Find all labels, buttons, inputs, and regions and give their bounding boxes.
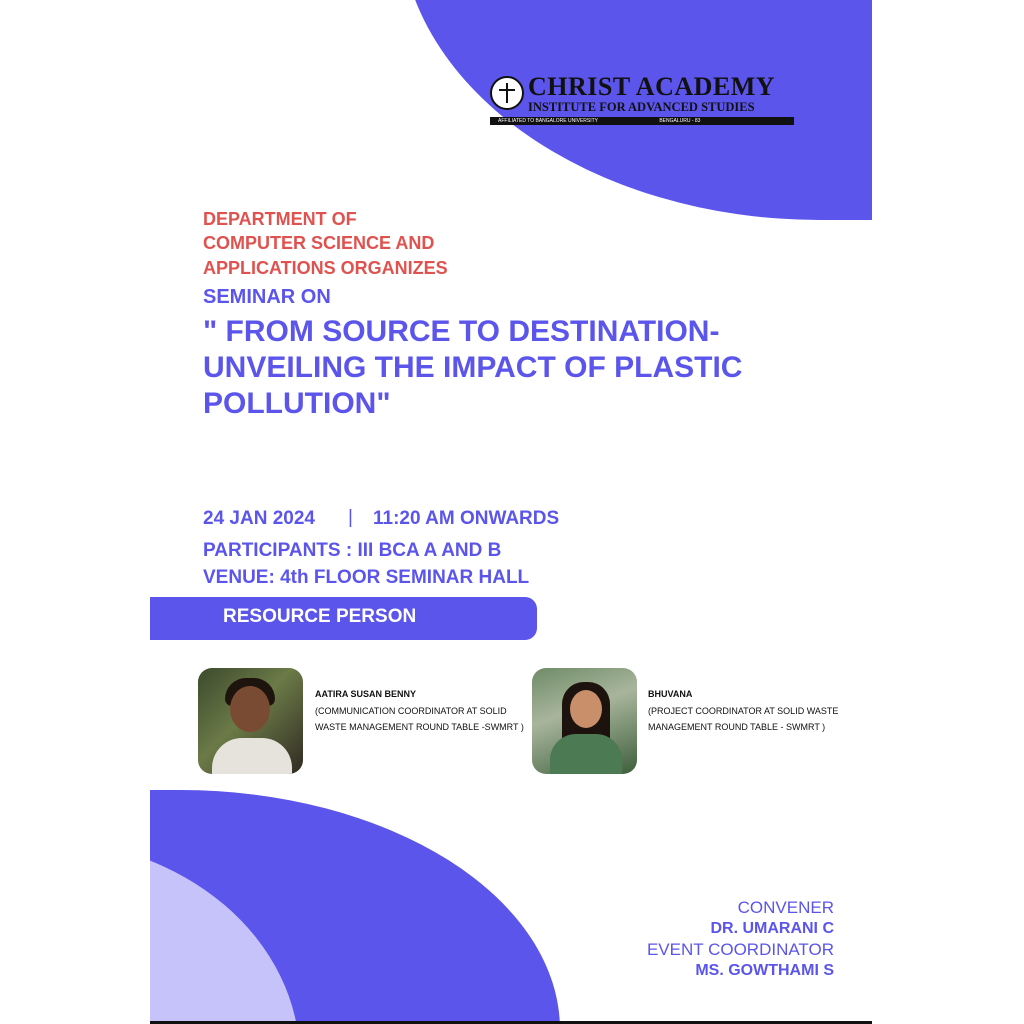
logo-location: BENGALURU - 83	[659, 118, 701, 124]
organizer-line-1: DEPARTMENT OF	[203, 209, 357, 229]
logo-subtitle: INSTITUTE FOR ADVANCED STUDIES	[528, 100, 755, 114]
event-venue: VENUE: 4th FLOOR SEMINAR HALL	[203, 567, 530, 588]
speaker-photo-2-body	[550, 734, 622, 774]
speaker-photo-2	[532, 668, 637, 774]
speaker-photo-1-body	[212, 738, 292, 774]
speaker-photo-1-face	[230, 686, 270, 732]
event-participants: PARTICIPANTS : III BCA A AND B	[203, 540, 502, 561]
logo-title: CHRIST ACADEMY	[528, 72, 776, 101]
convener-label: CONVENER	[737, 898, 834, 917]
seminar-label: SEMINAR ON	[203, 286, 331, 308]
seminar-title-line-3: POLLUTION"	[203, 387, 391, 420]
event-coordinator-label: EVENT COORDINATOR	[646, 940, 834, 959]
resource-person-banner	[150, 597, 537, 640]
event-coordinator-name: MS. GOWTHAMI S	[695, 962, 834, 979]
logo-affiliation-bar	[490, 117, 794, 125]
speaker-1-role: (COMMUNICATION COORDINATOR AT SOLID WASTE MANAGEMENT ROUND TABLE -SWMRT )	[315, 706, 524, 732]
speaker-1-name: AATIRA SUSAN BENNY	[315, 689, 417, 699]
crest-icon	[490, 76, 524, 110]
speaker-2-name: BHUVANA	[648, 689, 693, 699]
organizer-line-2: COMPUTER SCIENCE AND	[203, 233, 435, 253]
convener-name: DR. UMARANI C	[710, 920, 834, 937]
speaker-photo-1	[198, 668, 303, 774]
resource-person-label: RESOURCE PERSON	[223, 606, 417, 627]
date-time-separator: |	[348, 507, 353, 528]
seminar-title-line-2: UNVEILING THE IMPACT OF PLASTIC	[203, 351, 743, 384]
speaker-photo-2-face	[570, 690, 602, 728]
event-time: 11:20 AM ONWARDS	[373, 508, 560, 529]
organizer-line-3: APPLICATIONS ORGANIZES	[203, 258, 448, 278]
event-poster	[150, 0, 872, 1024]
event-date: 24 JAN 2024	[203, 508, 315, 529]
logo-affiliation: AFFILIATED TO BANGALORE UNIVERSITY	[498, 118, 598, 124]
seminar-title-line-1: " FROM SOURCE TO DESTINATION-	[203, 315, 720, 348]
speaker-2-role: (PROJECT COORDINATOR AT SOLID WASTE MANAGEMENT ROUND TABLE - SWMRT )	[648, 706, 839, 732]
